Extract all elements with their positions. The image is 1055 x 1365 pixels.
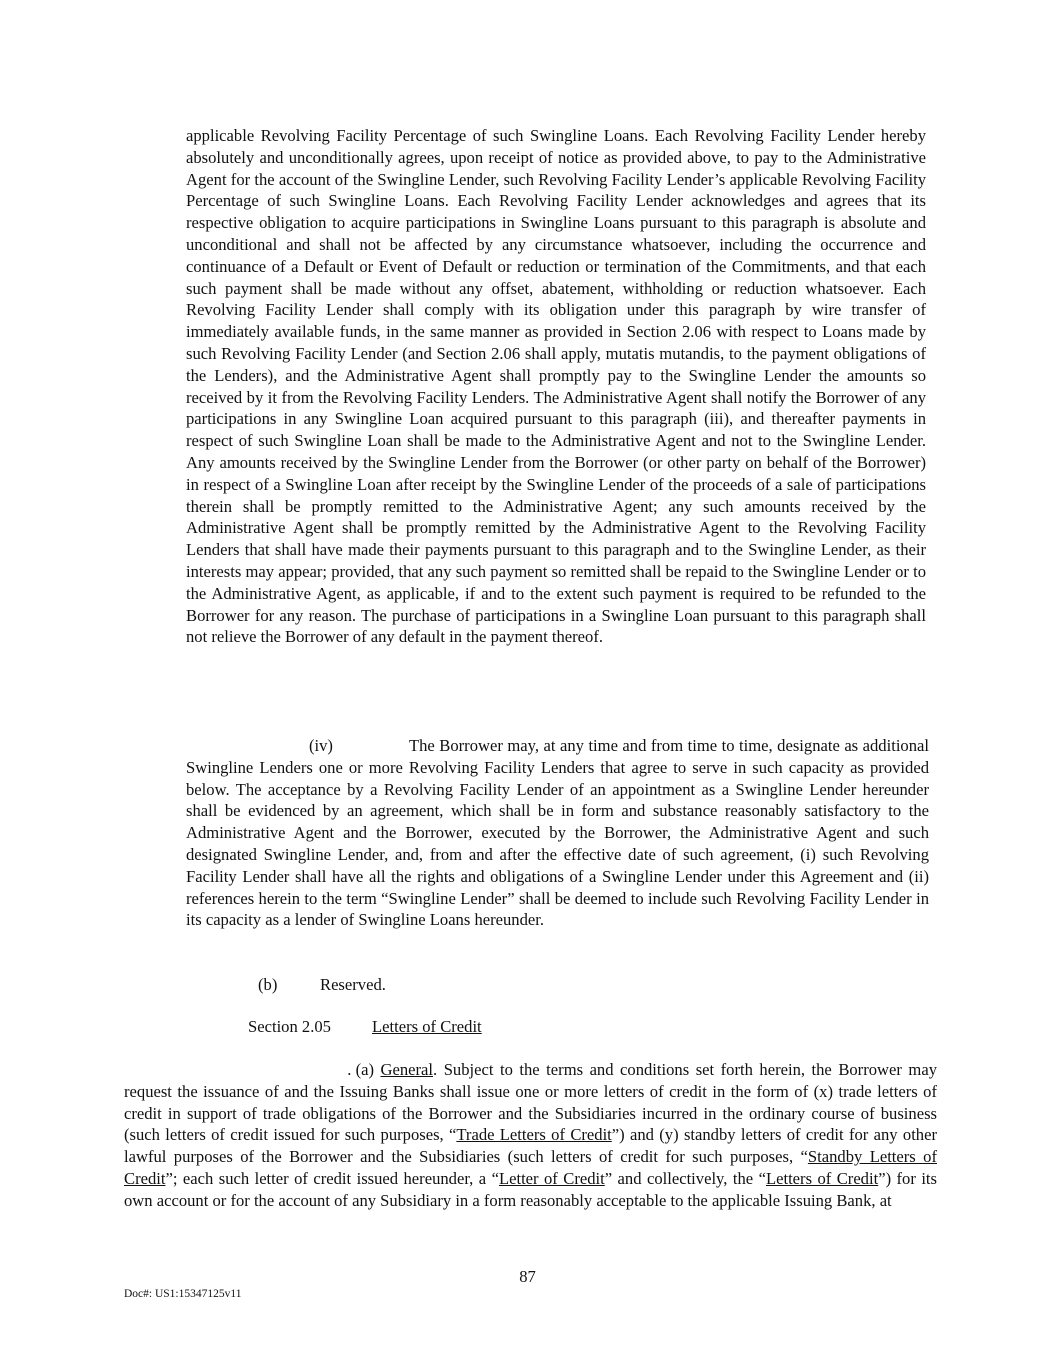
clause-b	[258, 974, 386, 996]
paragraph-a-text-1: . Subject to the terms and conditions set forth herein, the Borrower may request the issuance of and the Issuing Banks shall issue one or more letters of credit in the form of (x) trade letters of credit in support of trade obligations of the Borrower and the Subsidiaries incurred in the ordinary course of business (such letters of credit issued for such purposes, “	[124, 1060, 937, 1145]
defined-term-letters-of-credit: Letters of Credit	[765, 1168, 879, 1188]
paragraph-a-heading: General	[380, 1060, 434, 1079]
defined-term-letter-of-credit: Letter of Credit	[498, 1168, 605, 1188]
section-number: Section 2.05	[248, 1017, 331, 1036]
paragraph-a-text-5: ”) for its own account or for the account of any Subsidiary in a form reasonably acceptable to the applicable Issuing Bank, at	[124, 1168, 938, 1210]
clause-b-number: (b)	[258, 975, 278, 994]
paragraph-swingline-participations: applicable Revolving Facility Percentage of such Swingline Loans. Each Revolving Facility Lender hereby absolutely and unconditionally agrees, upon receipt of notice as provided above, to pay to the Administrative Agent for the account of the Swingline Lender, such Revolving Facility Lender’s applicable Revolving Facility Percentage of such Swingline Loans. Each Revolving Facility Lender acknowledges and agrees that its respective obligation to acquire participations in Swingline Loans pursuant to this paragraph is absolute and unconditional and shall not be affected by any circumstance whatsoever, including the occurrence and continuance of a Default or Event of Default or reduction or termination of the Commitments, and that each such payment shall be made without any offset, abatement, withholding or reduction whatsoever. Each Revolving Facility Lender shall comply with its obligation under this paragraph by wire transfer of immediately available funds, in the same manner as provided in Section 2.06 with respect to Loans made by such Revolving Facility Lender (and Section 2.06 shall apply, mutatis mutandis, to the payment obligations of the Lenders), and the Administrative Agent shall promptly pay to the Swingline Lender the amounts so received by it from the Revolving Facility Lenders. The Administrative Agent shall notify the Borrower of any participations in any Swingline Loan acquired pursuant to this paragraph (iii), and thereafter payments in respect of such Swingline Loan shall be made to the Administrative Agent and not to the Swingline Lender. Any amounts received by the Swingline Lender from the Borrower (or other party on behalf of the Borrower) in respect of a Swingline Loan after receipt by the Swingline Lender of the proceeds of a sale of participations therein shall be promptly remitted to the Administrative Agent; any such amounts received by the Administrative Agent shall be promptly remitted by the Administrative Agent to the Revolving Facility Lenders that shall have made their payments pursuant to this paragraph and to the Swingline Lender, as their interests may appear; provided, that any such payment so remitted shall be repaid to the Swingline Lender or to the Administrative Agent, as applicable, if and to the extent such payment is required to be refunded to the Borrower for any reason. The purchase of participations in a Swingline Loan pursuant to this paragraph shall not relieve the Borrower of any default in the payment thereof.	[186, 126, 926, 647]
paragraph-iv	[186, 735, 929, 931]
section-title: Letters of Credit	[372, 1017, 482, 1036]
defined-term-standby-letters: Standby Letters of Credit	[124, 1147, 937, 1188]
paragraph-a-text-3: ”; each such letter of credit issued hereunder, a “	[165, 1168, 499, 1188]
paragraph-a-text-2: ”) and (y) standby letters of credit for any other lawful purposes of the Borrower and the Subsidiaries (such letters of credit for such purposes, “	[124, 1125, 937, 1167]
section-heading	[248, 1016, 482, 1038]
paragraph-a-text-4: ” and collectively, the “	[604, 1168, 766, 1188]
paragraph-iv-number: (iv)	[309, 736, 333, 755]
paragraph-a-lead: . (a)	[347, 1060, 374, 1079]
paragraph-iv-text: The Borrower may, at any time and from time to time, designate as additional Swingline Lenders one or more Revolving Facility Lenders that agree to serve in such capacity as provided below. The acceptance by a Revolving Facility Lender of an appointment as a Swingline Lender hereunder shall be evidenced by an agreement, which shall be in form and substance reasonably satisfactory to the Administrative Agent and the Borrower, executed by the Borrower, the Administrative Agent and such designated Swingline Lender, and, from and after the effective date of such agreement, (i) such Revolving Facility Lender shall have all the rights and obligations of a Swingline Lender under this Agreement and (ii) references herein to the term “Swingline Lender” shall be deemed to include such Revolving Facility Lender in its capacity as a lender of Swingline Loans hereunder.	[186, 736, 929, 930]
clause-b-text: Reserved.	[320, 975, 386, 994]
page-number: 87	[519, 1267, 536, 1286]
paragraph-letters-of-credit-general	[124, 1059, 937, 1212]
document-id: Doc#: US1:15347125v11	[124, 1288, 242, 1300]
defined-term-trade-letters: Trade Letters of Credit	[456, 1125, 612, 1145]
